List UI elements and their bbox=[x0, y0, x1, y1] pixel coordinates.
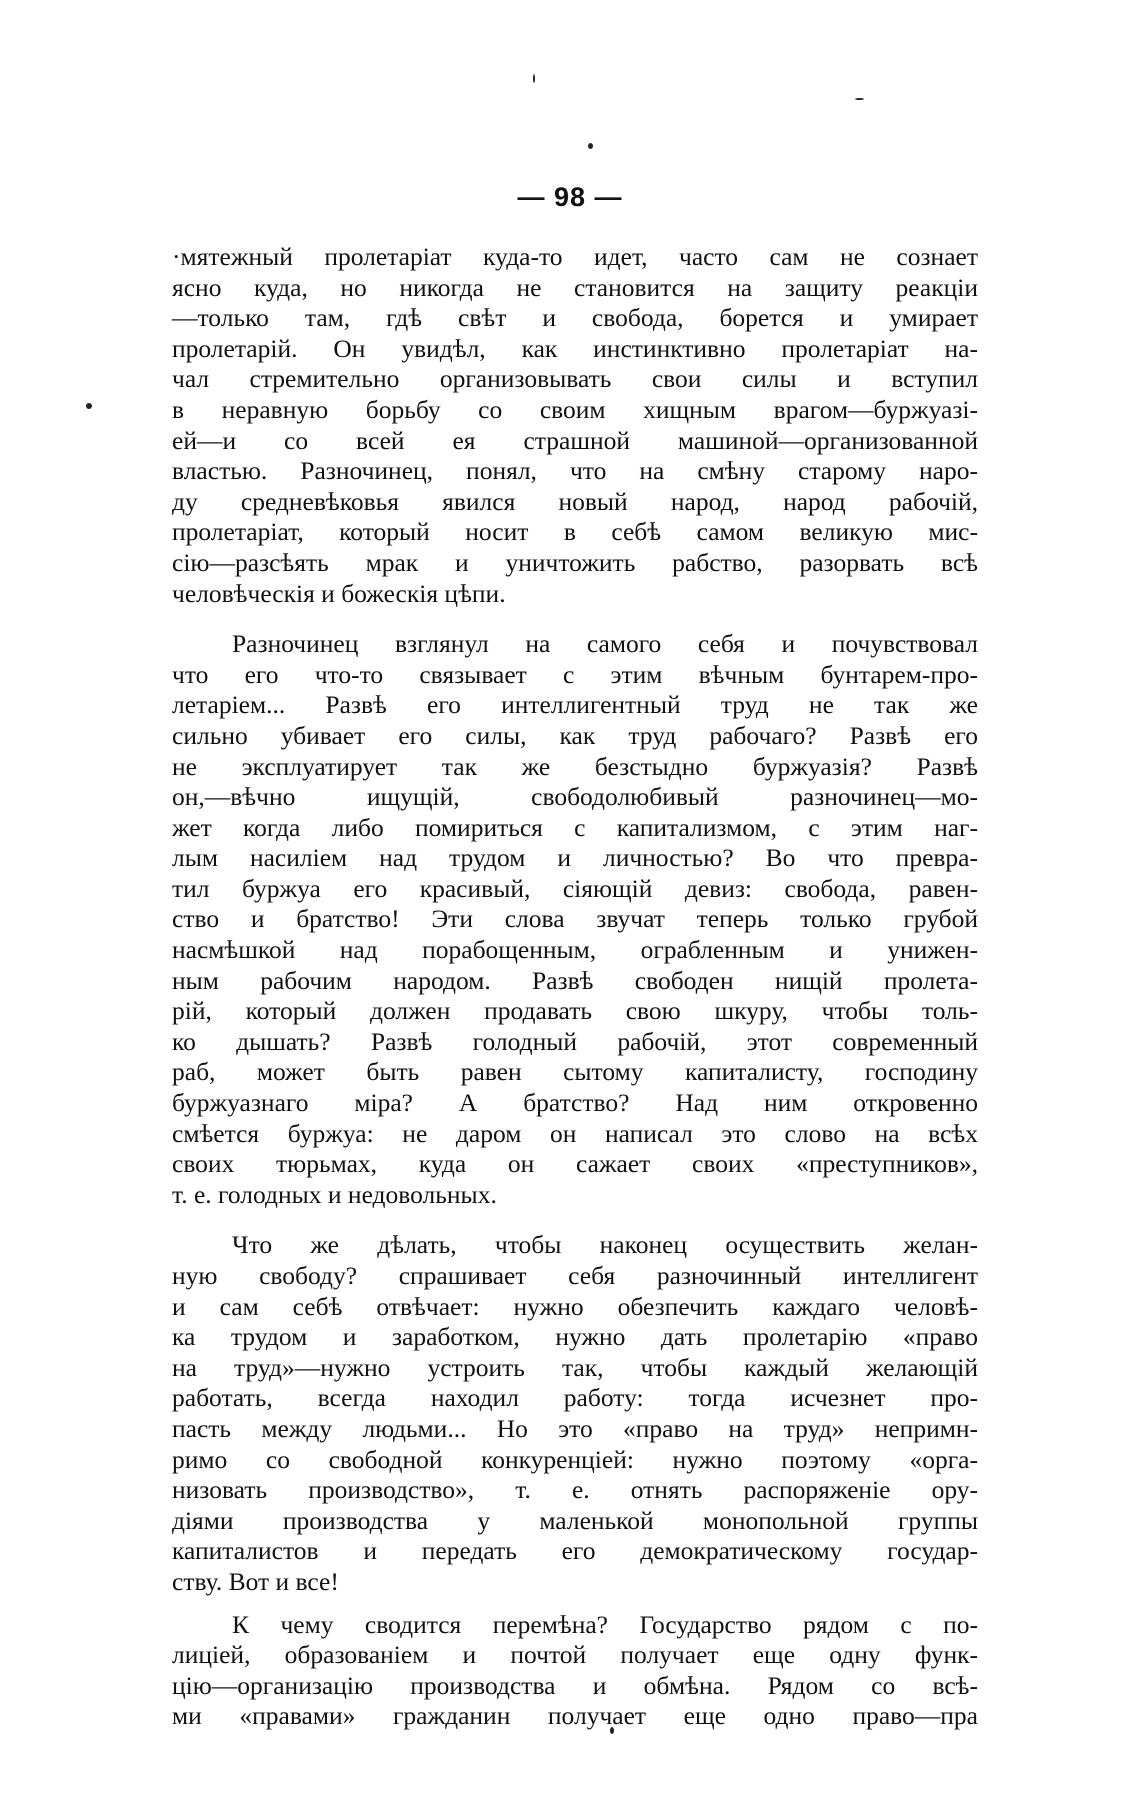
text-line: пасть между людьми... Но это «право на труд» непримн- bbox=[172, 1413, 978, 1443]
text-line: буржуазнаго міра? А братство? Над ним откровенно bbox=[172, 1088, 978, 1118]
text-line: ка трудом и заработком, нужно дать пролетарію «право bbox=[172, 1322, 978, 1352]
text-line: римо со свободной конкуренціей: нужно поэтому «орга- bbox=[172, 1444, 978, 1474]
text-line: т. е. голодных и недовольных. bbox=[172, 1179, 497, 1209]
text-line: ми «правами» гражданин получает еще одно право—пра bbox=[172, 1701, 978, 1731]
body-text bbox=[172, 242, 978, 1732]
text-line: цію—организацію производства и обмѣна. Рядом со всѣ- bbox=[172, 1670, 978, 1700]
text-line: ·мятежный пролетаріат куда-то идет, часто сам не сознает bbox=[172, 242, 978, 271]
text-line: низовать производство», т. е. отнять распоряженіе ору- bbox=[172, 1475, 978, 1505]
text-line: К чему сводится перемѣна? Государство рядом с по- bbox=[232, 1609, 978, 1639]
text-line: пролетаріат, который носит в себѣ самом великую мис- bbox=[172, 517, 978, 547]
text-line: раб, может быть равен сытому капиталисту, господину bbox=[172, 1057, 978, 1087]
text-line: Разночинец взглянул на самого себя и почувствовал bbox=[232, 629, 978, 659]
text-line: в неравную борьбу со своим хищным врагом—буржуазі- bbox=[172, 394, 978, 424]
scan-speck bbox=[86, 403, 92, 409]
text-line: ство и братство! Эти слова звучат теперь только грубой bbox=[172, 904, 978, 934]
text-line: Что же дѣлать, чтобы наконец осуществить желан- bbox=[232, 1230, 978, 1260]
text-line: тил буржуа его красивый, сіяющій девиз: свобода, равен- bbox=[172, 873, 978, 903]
text-line: чал стремительно организовывать свои силы и вступил bbox=[172, 364, 978, 394]
text-line: ко дышать? Развѣ голодный рабочій, этот современный bbox=[172, 1026, 978, 1056]
text-line: летаріем... Развѣ его интеллигентный труд не так же bbox=[172, 690, 978, 720]
text-line: сильно убивает его силы, как труд рабочаго? Развѣ его bbox=[172, 720, 978, 750]
text-line: пролетарій. Он увидѣл, как инстинктивно пролетаріат на- bbox=[172, 333, 978, 363]
text-line: ду средневѣковья явился новый народ, народ рабочій, bbox=[172, 486, 978, 516]
text-line: не эксплуатирует так же безстыдно буржуазія? Развѣ bbox=[172, 751, 978, 781]
text-line: он,—вѣчно ищущій, свободолюбивый разночинец—мо- bbox=[172, 782, 978, 812]
text-line: насмѣшкой над порабощенным, ограбленным и унижен- bbox=[172, 935, 978, 965]
text-line: —только там, гдѣ свѣт и свобода, борется и умирает bbox=[172, 303, 978, 333]
text-line: лиціей, образованіем и почтой получает еще одну функ- bbox=[172, 1640, 978, 1670]
text-line: ясно куда, но никогда не становится на защиту реакціи bbox=[172, 272, 978, 302]
scan-speck bbox=[588, 143, 593, 149]
text-line: своих тюрьмах, куда он сажает своих «преступников», bbox=[172, 1149, 978, 1179]
text-line: діями производства у маленькой монопольной группы bbox=[172, 1505, 978, 1535]
paragraph-3 bbox=[172, 1230, 978, 1597]
text-line: человѣческія и божескія цѣпи. bbox=[172, 578, 506, 608]
text-line: ей—и со всей ея страшной машиной—организованной bbox=[172, 425, 978, 455]
text-line: рій, который должен продавать свою шкуру, чтобы толь- bbox=[172, 996, 978, 1026]
scan-speck bbox=[855, 98, 864, 100]
paragraph-2 bbox=[172, 629, 978, 1210]
text-line: ным рабочим народом. Развѣ свободен нищій пролета- bbox=[172, 965, 978, 995]
text-line: и сам себѣ отвѣчает: нужно обезпечить каждаго человѣ- bbox=[172, 1291, 978, 1321]
text-line: работать, всегда находил работу: тогда исчезнет про- bbox=[172, 1383, 978, 1413]
text-line: на труд»—нужно устроить так, чтобы каждый желающій bbox=[172, 1352, 978, 1382]
paragraph-1 bbox=[172, 242, 978, 609]
scan-speck bbox=[533, 74, 535, 83]
text-line: жет когда либо помириться с капитализмом, с этим наг- bbox=[172, 812, 978, 842]
text-line: лым насиліем над трудом и личностью? Во что превра- bbox=[172, 843, 978, 873]
text-line: сію—разсѣять мрак и уничтожить рабство, разорвать всѣ bbox=[172, 547, 978, 577]
text-line: смѣется буржуа: не даром он написал это слово на всѣх bbox=[172, 1118, 978, 1148]
text-line: ству. Вот и все! bbox=[172, 1566, 339, 1596]
text-line: властью. Разночинец, понял, что на смѣну старому наро- bbox=[172, 456, 978, 486]
page-number: — 98 — bbox=[517, 182, 623, 212]
text-line: ную свободу? спрашивает себя разночинный интеллигент bbox=[172, 1261, 978, 1290]
text-line: что его что-то связывает с этим вѣчным бунтарем-про- bbox=[172, 659, 978, 689]
paragraph-4 bbox=[172, 1610, 978, 1732]
text-line: капиталистов и передать его демократическому государ- bbox=[172, 1536, 978, 1566]
